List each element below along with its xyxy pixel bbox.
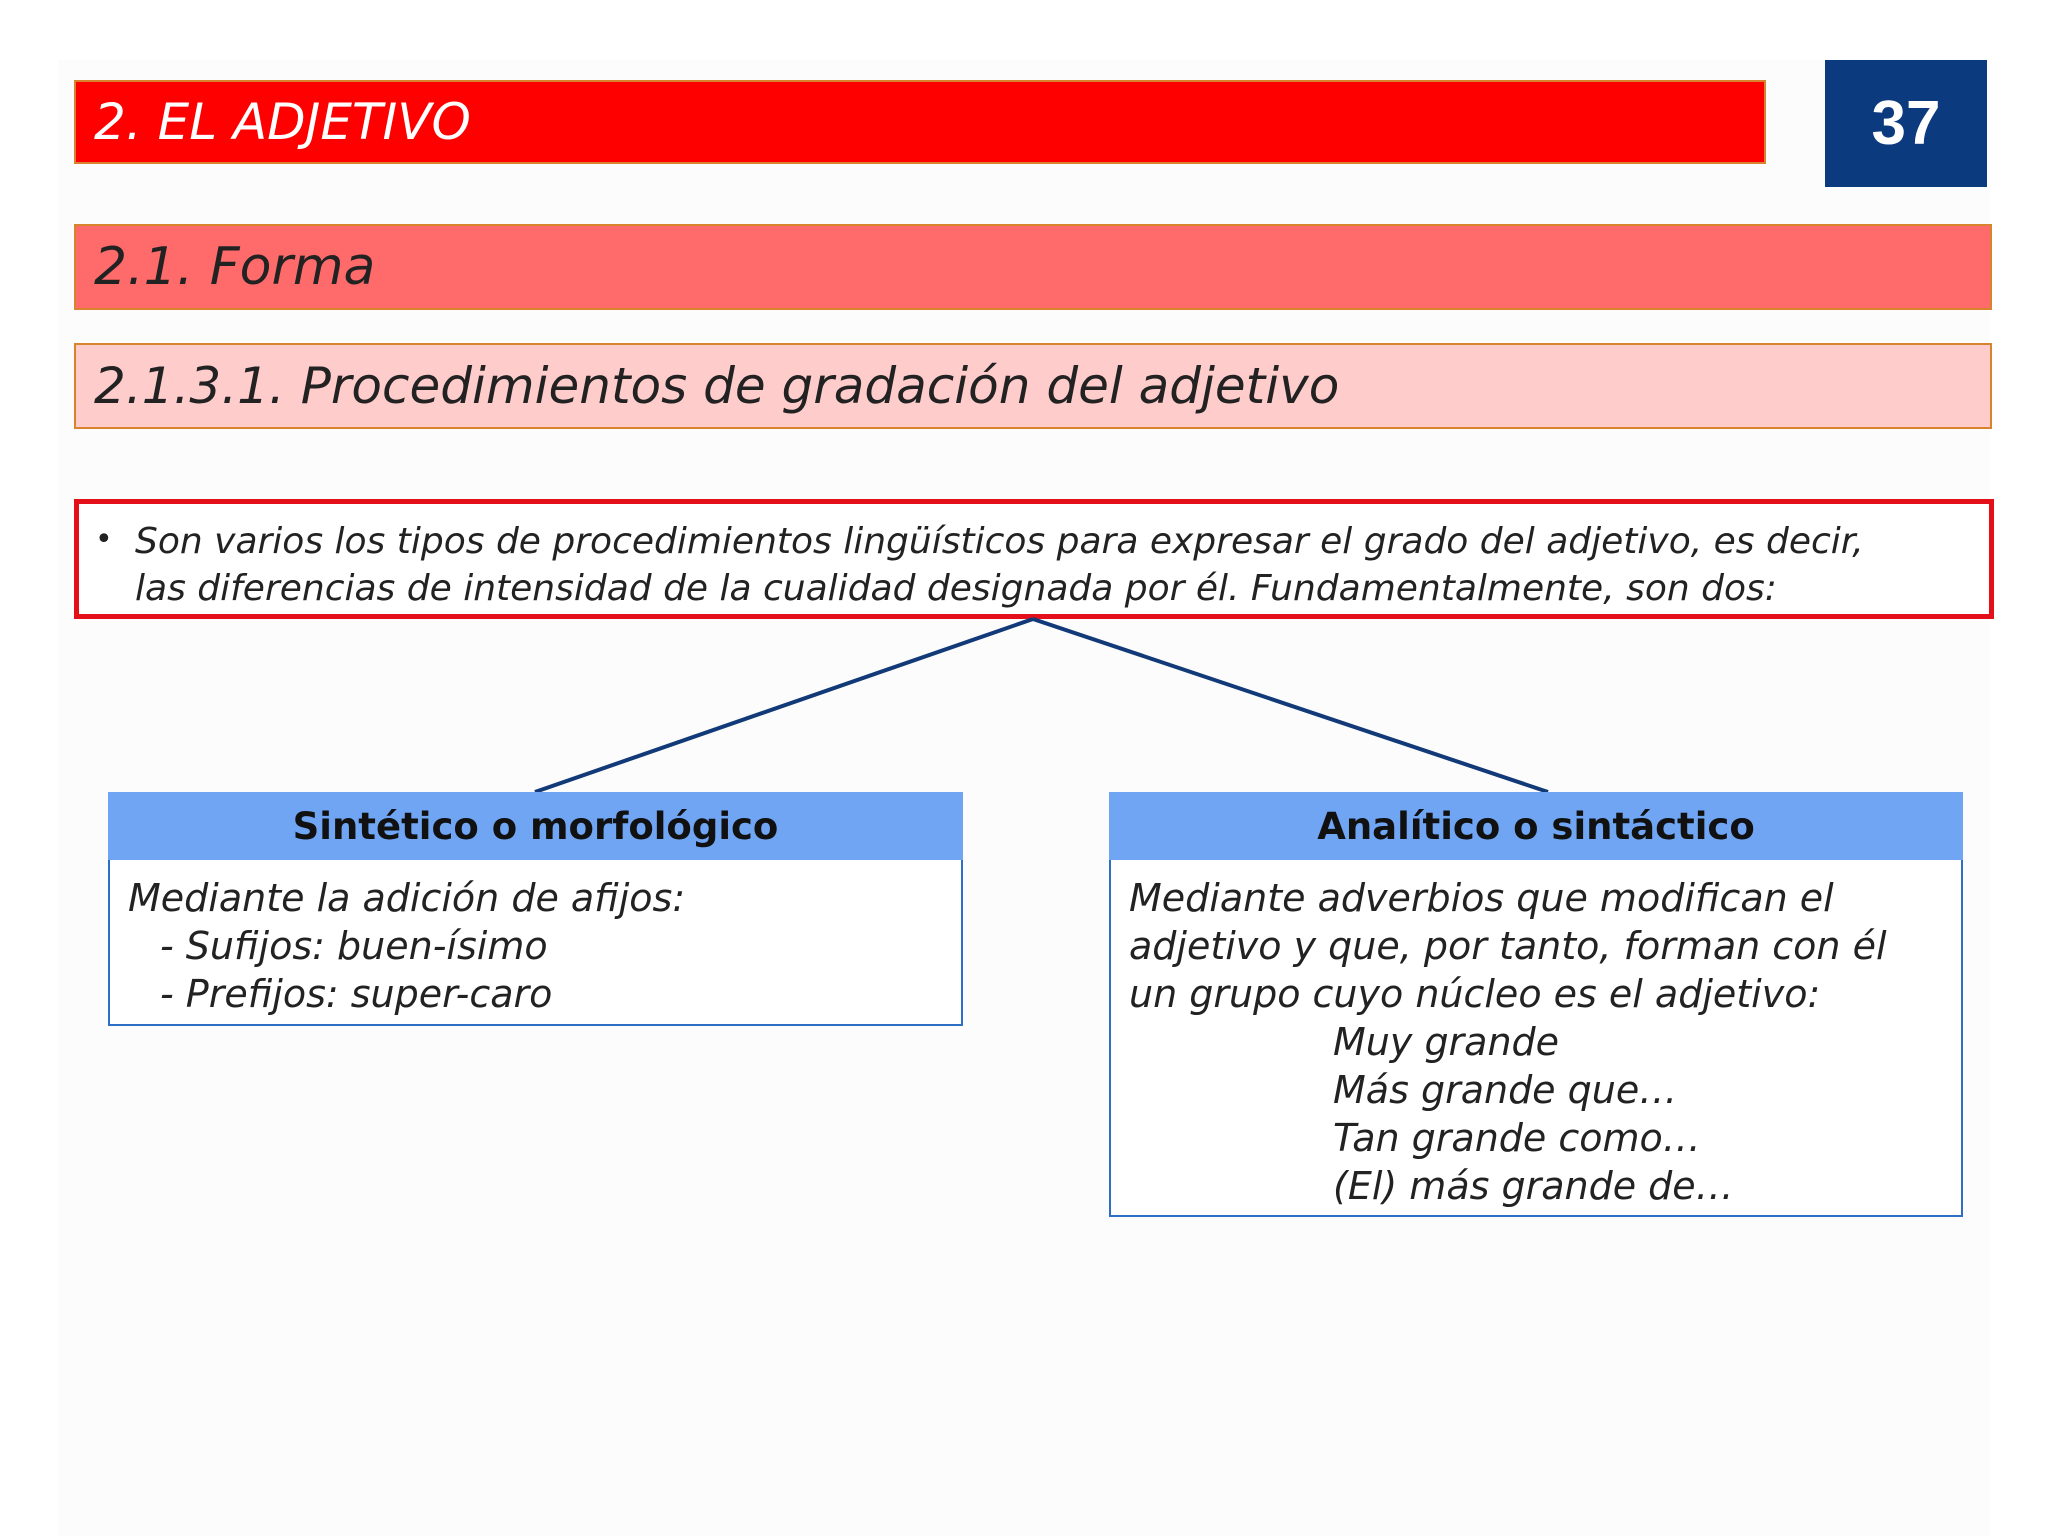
right-box-example-2: Más grande que… [1333, 1068, 1678, 1112]
title-bar [74, 80, 1766, 164]
right-box-heading [1109, 792, 1963, 860]
right-box-example-3: Tan grande como… [1333, 1116, 1701, 1160]
left-box-heading [108, 792, 963, 860]
left-box-heading-text: Sintético o morfológico [292, 804, 779, 848]
slide-title: 2. EL ADJETIVO [94, 93, 471, 151]
right-box-line-1: Mediante adverbios que modifican el [1129, 876, 1834, 920]
right-box-heading-text: Analítico o sintáctico [1317, 804, 1755, 848]
subsection-title: 2.1.3.1. Procedimientos de gradación del adjetivo [94, 357, 1340, 415]
left-box-line-1: Mediante la adición de afijos: [128, 876, 686, 920]
right-box-example-1: Muy grande [1333, 1020, 1560, 1064]
intro-box [74, 499, 1994, 619]
section-bar [74, 224, 1992, 310]
right-box-body [1109, 860, 1963, 1217]
left-box-body [108, 860, 963, 1026]
left-box-line-2: - Sufijos: buen-ísimo [160, 924, 548, 968]
page-number: 37 [1871, 89, 1941, 158]
right-box-line-3: un grupo cuyo núcleo es el adjetivo: [1129, 972, 1821, 1016]
page-number-badge [1825, 60, 1987, 187]
subsection-bar [74, 343, 1992, 429]
bullet-icon: • [95, 522, 113, 557]
right-box-example-4: (El) más grande de… [1333, 1164, 1734, 1208]
section-title: 2.1. Forma [94, 237, 376, 297]
right-box-line-2: adjetivo y que, por tanto, forman con él [1129, 924, 1887, 968]
left-box-line-3: - Prefijos: super-caro [160, 972, 553, 1016]
intro-line-2: las diferencias de intensidad de la cualidad designada por él. Fundamentalmente, son dos: [135, 568, 1777, 609]
intro-line-1: Son varios los tipos de procedimientos lingüísticos para expresar el grado del adjetivo, es decir, [135, 521, 1864, 562]
